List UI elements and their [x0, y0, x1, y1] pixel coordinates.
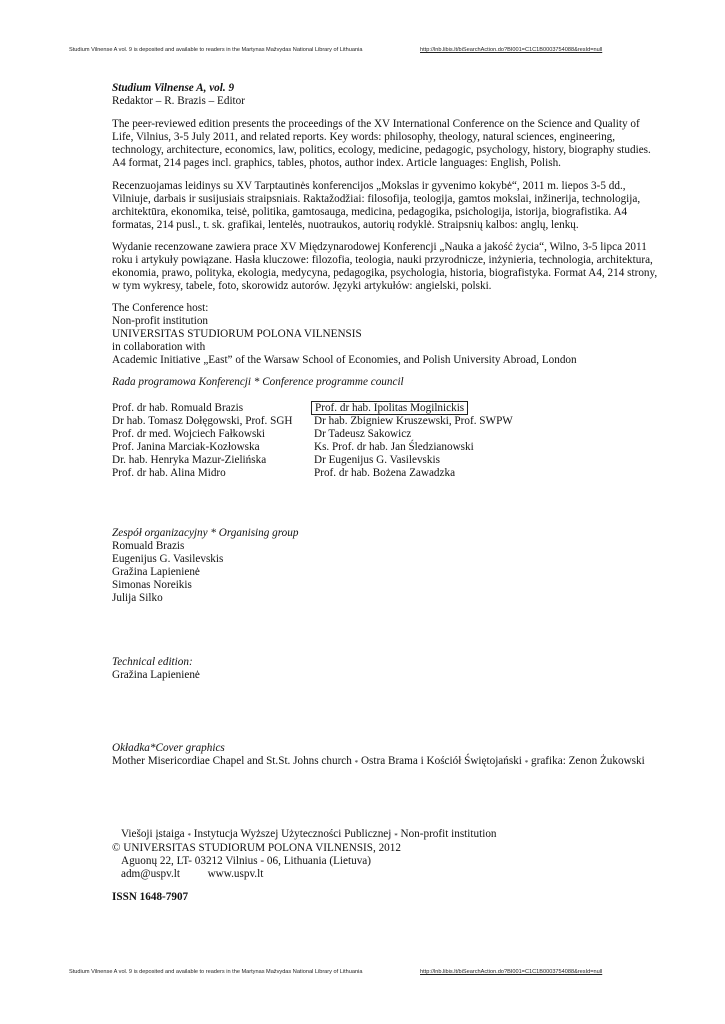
publisher-name-en: Non-profit institution — [400, 828, 497, 840]
page-header — [69, 44, 603, 57]
host-line: Academic Initiative „East” of the Warsaw School of Economies, and Polish University Abroad, London — [112, 354, 577, 366]
cover-credits — [112, 755, 660, 769]
council-member: Prof. dr hab. Romuald Brazis — [112, 402, 244, 414]
header-url-link[interactable]: http://lnb.libis.lt/biSearchAction.do?BI001=C1C1B0003754088&resId=null — [420, 47, 603, 53]
council-member: Dr hab. Tomasz Dołęgowski, Prof. SGH — [112, 415, 293, 427]
separator-star: * — [524, 759, 529, 767]
cover-heading: Okładka*Cover graphics — [112, 742, 225, 754]
technical-name: Gražina Lapienienė — [112, 669, 200, 681]
publisher-name-lt: Viešoji įstaiga — [121, 828, 185, 840]
page-footer — [69, 966, 603, 979]
conference-host-block — [112, 302, 660, 367]
abstract-polish — [112, 241, 660, 293]
abstract-lithuanian — [112, 180, 660, 232]
host-line: Non-profit institution — [112, 315, 209, 327]
address-line: Aguonų 22, LT- 03212 Vilnius - 06, Lithuania (Lietuva) — [121, 855, 371, 867]
council-member: Dr. hab. Henryka Mazur-Zielińska — [112, 454, 267, 466]
council-member: Dr hab. Zbigniew Kruszewski, Prof. SWPW — [314, 415, 513, 427]
technical-heading: Technical edition: — [112, 656, 193, 668]
organiser: Gražina Lapienienė — [112, 566, 200, 578]
organising-heading: Zespół organizacyjny * Organising group — [112, 527, 299, 539]
council-member: Prof. dr hab. Alina Midro — [112, 467, 226, 479]
contact-line — [112, 868, 497, 881]
council-member: Prof. Janina Marciak-Kozłowska — [112, 441, 260, 453]
organiser: Eugenijus G. Vasilevskis — [112, 553, 224, 565]
publication-title: Studium Vilnense A, vol. 9 — [112, 82, 235, 94]
technical-edition-block — [112, 656, 660, 682]
council-member: Prof. dr hab. Bożena Zawadzka — [314, 467, 456, 479]
abstract-polish-text: Wydanie recenzowane zawiera prace XV Międzynarodowej Konferencji „Nauka a jakość życia“, Wilno, 3-5 lipca 2011 roku i artykuły powiązane. Hasła kluczowe: filozofia, teologia, nauki przyrodnicze, inżynieria, technologia, architektura, ekonomia, prawo, polityka, ekologia, medycyna, pedagogika, psychologia, historia, biografistyka. Format A4, 214 strony, w tym wykresy, tabele, foto, skorowidz autorów. Języki artykułów: angielski, polski. — [112, 241, 658, 292]
host-line: in collaboration with — [112, 341, 206, 353]
organiser: Julija Silko — [112, 592, 163, 604]
organiser: Romuald Brazis — [112, 540, 185, 552]
footer-notice: Studium Vilnense A vol. 9 is deposited and available to readers in the Martynas Mažvydas National Library of Lithuania — [69, 969, 363, 975]
abstract-english — [112, 118, 660, 170]
host-line: UNIVERSITAS STUDIORUM POLONA VILNENSIS — [112, 328, 362, 340]
separator-star: * — [394, 832, 398, 840]
cover-part: grafika: Zenon Żukowski — [531, 755, 645, 767]
issn: ISSN 1648-7907 — [112, 891, 189, 903]
council-member: Dr Tadeusz Sakowicz — [314, 428, 412, 440]
publisher-name-pl: Instytucja Wyższej Użyteczności Publicznej — [193, 828, 392, 840]
council-member-highlighted: Prof. dr hab. Ipolitas Mogilnickis — [311, 401, 468, 415]
separator-star: * — [187, 832, 191, 840]
separator-star: * — [354, 759, 359, 767]
abstract-english-text: The peer-reviewed edition presents the proceedings of the XV International Conference on the Science and Quality of Life, Vilnius, 3-5 July 2011, and related reports. Key words: philosophy, theology, natural sciences, engineering, technology, architecture, economics, law, politics, ecology, medicine, pedagogic, psychology, history, biography studies. A4 format, 214 pages incl. graphics, tables, photos, author index. Article languages: English, Polish. — [112, 118, 651, 169]
copyright-line: © UNIVERSITAS STUDIORUM POLONA VILNENSIS, 2012 — [112, 842, 401, 854]
cover-part: Ostra Brama i Kościół Świętojański — [360, 755, 522, 767]
council-heading: Rada programowa Konferencji * Conference programme council — [112, 376, 404, 388]
host-line: The Conference host: — [112, 302, 209, 314]
council-left-column — [112, 402, 292, 480]
website-link[interactable]: www.uspv.lt — [207, 868, 264, 880]
editor-line: Redaktor – R. Brazis – Editor — [112, 95, 245, 107]
council-member: Ks. Prof. dr hab. Jan Śledzianowski — [314, 441, 474, 453]
header-notice: Studium Vilnense A vol. 9 is deposited and available to readers in the Martynas Mažvydas National Library of Lithuania — [69, 47, 363, 53]
publisher-block — [112, 828, 497, 881]
cover-part: Mother Misericordiae Chapel and St.St. Johns church — [112, 755, 352, 767]
council-member: Dr Eugenijus G. Vasilevskis — [314, 454, 440, 466]
organising-group-block — [112, 527, 660, 605]
cover-graphics-block — [112, 742, 660, 769]
publisher-institution — [112, 828, 497, 842]
council-right-column — [314, 402, 513, 480]
footer-url-link[interactable]: http://lnb.libis.lt/biSearchAction.do?BI001=C1C1B0003754088&resId=null — [420, 969, 603, 975]
council-member: Prof. dr med. Wojciech Fałkowski — [112, 428, 266, 440]
email-link[interactable]: adm@uspv.lt — [121, 868, 180, 880]
abstract-lithuanian-text: Recenzuojamas leidinys su XV Tarptautinės konferencijos „Mokslas ir gyvenimo kokybė“, 2011 m. liepos 3-5 dd., Vilniuje, darbais ir susijusiais straipsniais. Raktažodžiai: filosofija, teologija, gamtos mokslai, inžinerija, technologija, architektūra, ekonomika, teisė, politika, gamtosauga, medicina, pedagogika, psichologija, istorija, biografistika. A4 formatas, 214 pusl., t. sk. grafikai, lentelės, nuotraukos, autorių rodyklė. Straipsnių kalbos: anglų, lenkų. — [112, 180, 641, 231]
organiser: Simonas Noreikis — [112, 579, 192, 591]
title-block — [112, 82, 660, 108]
